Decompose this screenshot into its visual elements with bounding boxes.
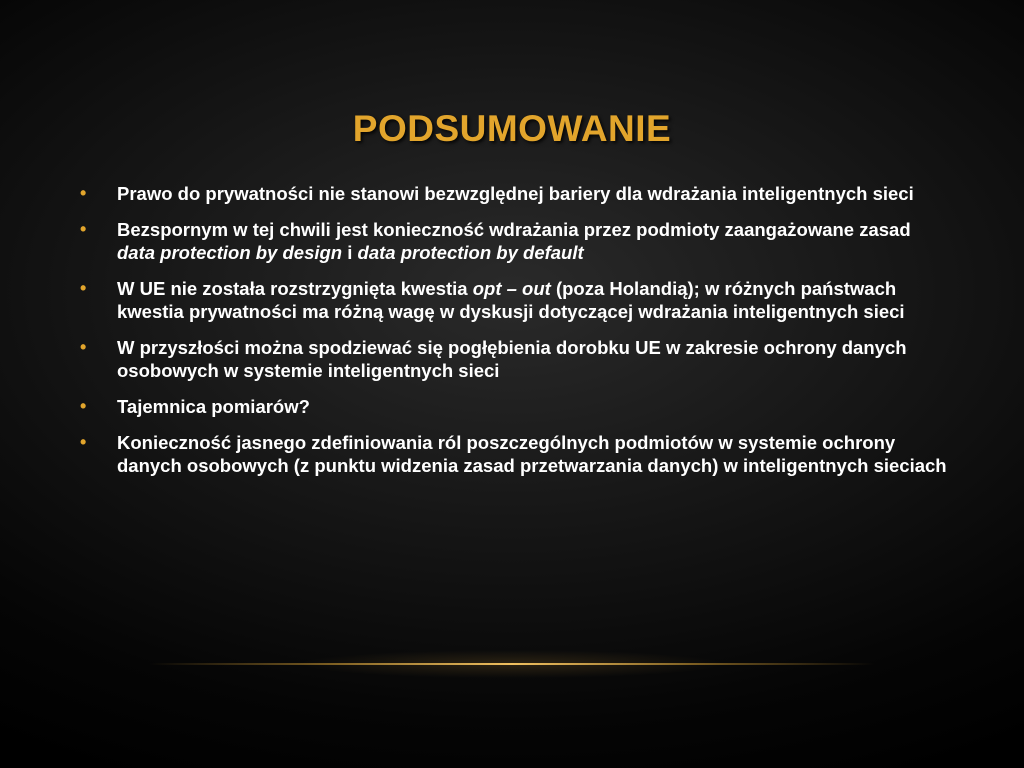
bullet-icon: • (80, 396, 87, 416)
bullet-text: Prawo do prywatności nie stanowi bezwzględnej bariery dla wdrażania inteligentnych sieci (117, 183, 914, 204)
bullet-icon: • (80, 219, 87, 239)
bullet-item-2 (80, 218, 950, 264)
bullet-text: (poza Holandią); w różnych państwach kwestia prywatności ma różną wagę w dyskusji dotyczącej wdrażania inteligentnych sieci (117, 278, 905, 322)
bullet-emphasis: opt – out (472, 278, 551, 299)
slide-title: PODSUMOWANIE (352, 108, 672, 149)
bullet-text: W przyszłości można spodziewać się pogłębienia dorobku UE w zakresie ochrony danych osobowych w systemie inteligentnych sieci (117, 337, 907, 381)
bullet-item-6 (80, 431, 950, 477)
bullet-item-4 (80, 336, 950, 382)
bullet-item-5 (80, 395, 950, 418)
bullet-text: W UE nie została rozstrzygnięta kwestia (117, 278, 473, 299)
decorative-gold-divider (150, 663, 874, 665)
bullet-item-1 (80, 182, 950, 205)
bullet-text: Tajemnica pomiarów? (117, 396, 310, 417)
bullet-text: Konieczność jasnego zdefiniowania ról poszczególnych podmiotów w systemie ochrony danych osobowych (z punktu widzenia zasad przetwarzania danych) w inteligentnych sieciach (117, 432, 947, 476)
bullet-icon: • (80, 183, 87, 203)
bullet-icon: • (80, 337, 87, 357)
bullet-icon: • (80, 278, 87, 298)
bullet-text: i (342, 242, 358, 263)
bullet-item-3 (80, 277, 950, 323)
bullet-icon: • (80, 432, 87, 452)
bullet-emphasis: data protection by default (357, 242, 584, 263)
bullet-text: Bezspornym w tej chwili jest konieczność wdrażania przez podmioty zaangażowane zasad (117, 219, 911, 240)
bullet-list (80, 182, 950, 490)
bullet-emphasis: data protection by design (117, 242, 343, 263)
